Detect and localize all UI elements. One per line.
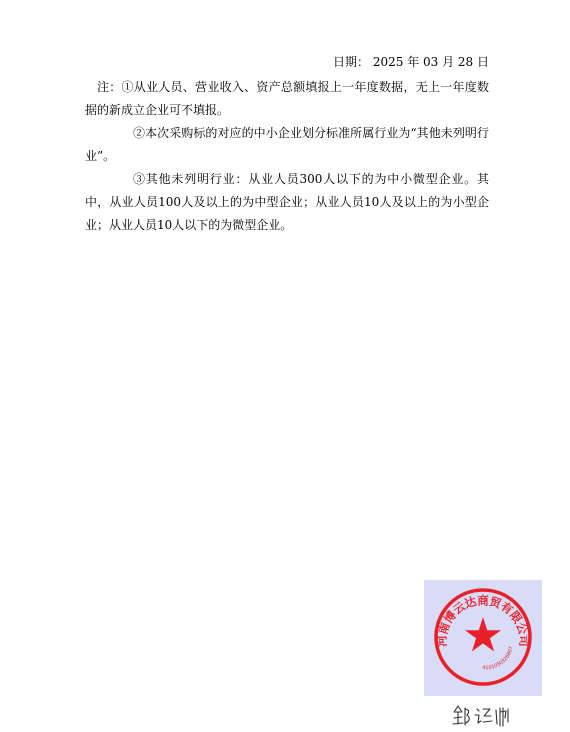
notes-section — [85, 76, 489, 237]
handwritten-signature — [448, 700, 518, 730]
seal-serial-text — [482, 646, 515, 671]
company-seal-graphic — [424, 580, 542, 696]
note-1: 注：①从业人员、营业收入、资产总额填报上一年度数据，无上一年度数据的新成立企业可不填报。 — [85, 80, 489, 117]
note-2: ②本次采购标的对应的中小企业划分标准所属行业为“其他未列明行业”。 — [85, 126, 489, 163]
seal-star-icon — [465, 617, 501, 652]
date-line: 日期： 2025 年 03 月 28 日 — [333, 55, 489, 69]
note-3: ③其他未列明行业：从业人员300人以下的为中小微型企业。其中，从业人员100人及以上的为中型企业；从业人员10人及以上的为小型企业；从业人员10人以下的为微型企业。 — [85, 172, 489, 232]
seal-name-path: 河南博云达商贸有限公司 — [434, 593, 532, 647]
company-seal — [424, 580, 542, 696]
seal-serial-path: 4101050326807 — [482, 645, 515, 672]
